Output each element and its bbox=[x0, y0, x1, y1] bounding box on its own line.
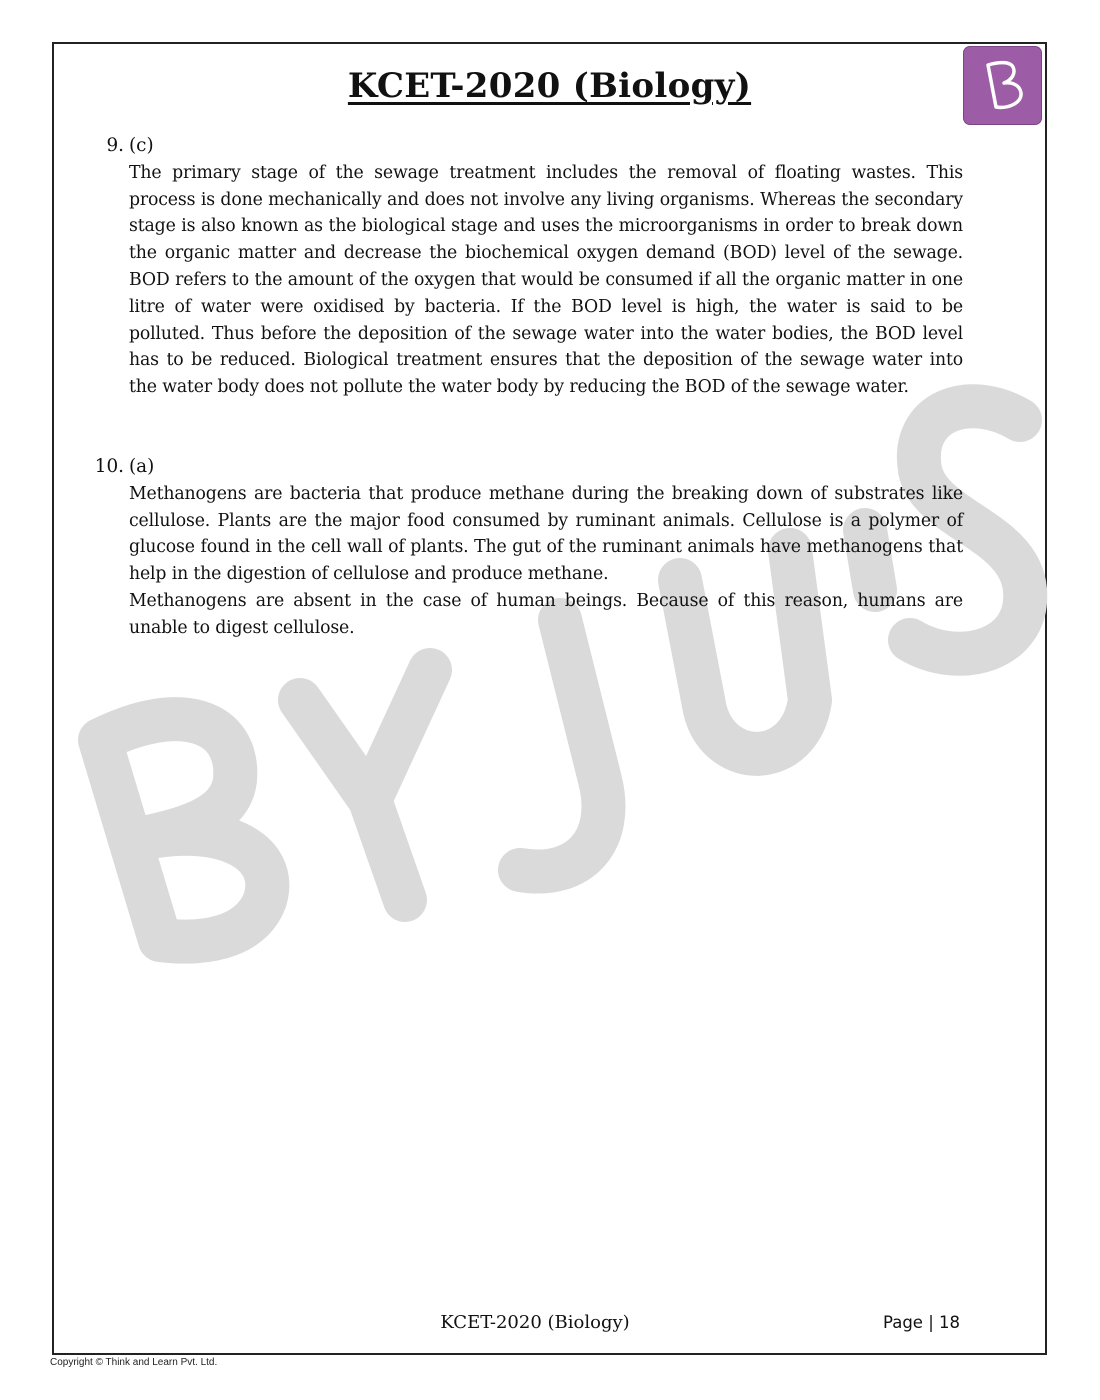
byjus-logo bbox=[964, 47, 1041, 124]
question-number: 10. bbox=[94, 456, 124, 477]
answer-explanation bbox=[129, 160, 963, 401]
byjus-b-icon bbox=[964, 47, 1041, 124]
explanation-paragraph: Methanogens are absent in the case of human beings. Because of this reason, humans are unable to digest cellulose. bbox=[129, 590, 963, 638]
question-number: 9. bbox=[106, 135, 124, 156]
explanation-paragraph: The primary stage of the sewage treatment includes the removal of floating wastes. This process is done mechanically and does not involve any living organisms. Whereas the secondary stage is also known as the biological stage and uses the microorganisms in order to break down the organic matter and decrease the biochemical oxygen demand (BOD) level of the sewage. BOD refers to the amount of the oxygen that would be consumed if all the organic matter in one litre of water were oxidised by bacteria. If the BOD level is high, the water is said to be polluted. Thus before the deposition of the sewage water into the water bodies, the BOD level has to be reduced. Biological treatment ensures that the deposition of the sewage water into the water body does not pollute the water body by reducing the BOD of the sewage water. bbox=[129, 162, 963, 398]
footer-title: KCET-2020 (Biology) bbox=[440, 1312, 630, 1333]
answer-option: (c) bbox=[129, 135, 154, 156]
question-9 bbox=[84, 133, 964, 433]
question-10 bbox=[84, 454, 964, 654]
answer-explanation bbox=[129, 481, 963, 642]
answer-option: (a) bbox=[129, 456, 155, 477]
explanation-paragraph: Methanogens are bacteria that produce methane during the breaking down of substrates like cellulose. Plants are the major food consumed by ruminant animals. Cellulose is a polymer of glucose found in the cell wall of plants. The gut of the ruminant animals have methanogens that help in the digestion of cellulose and produce methane. bbox=[129, 483, 963, 585]
page-title: KCET-2020 (Biology) bbox=[347, 66, 752, 106]
page-number: Page | 18 bbox=[883, 1313, 960, 1332]
copyright-notice: Copyright © Think and Learn Pvt. Ltd. bbox=[50, 1357, 218, 1368]
